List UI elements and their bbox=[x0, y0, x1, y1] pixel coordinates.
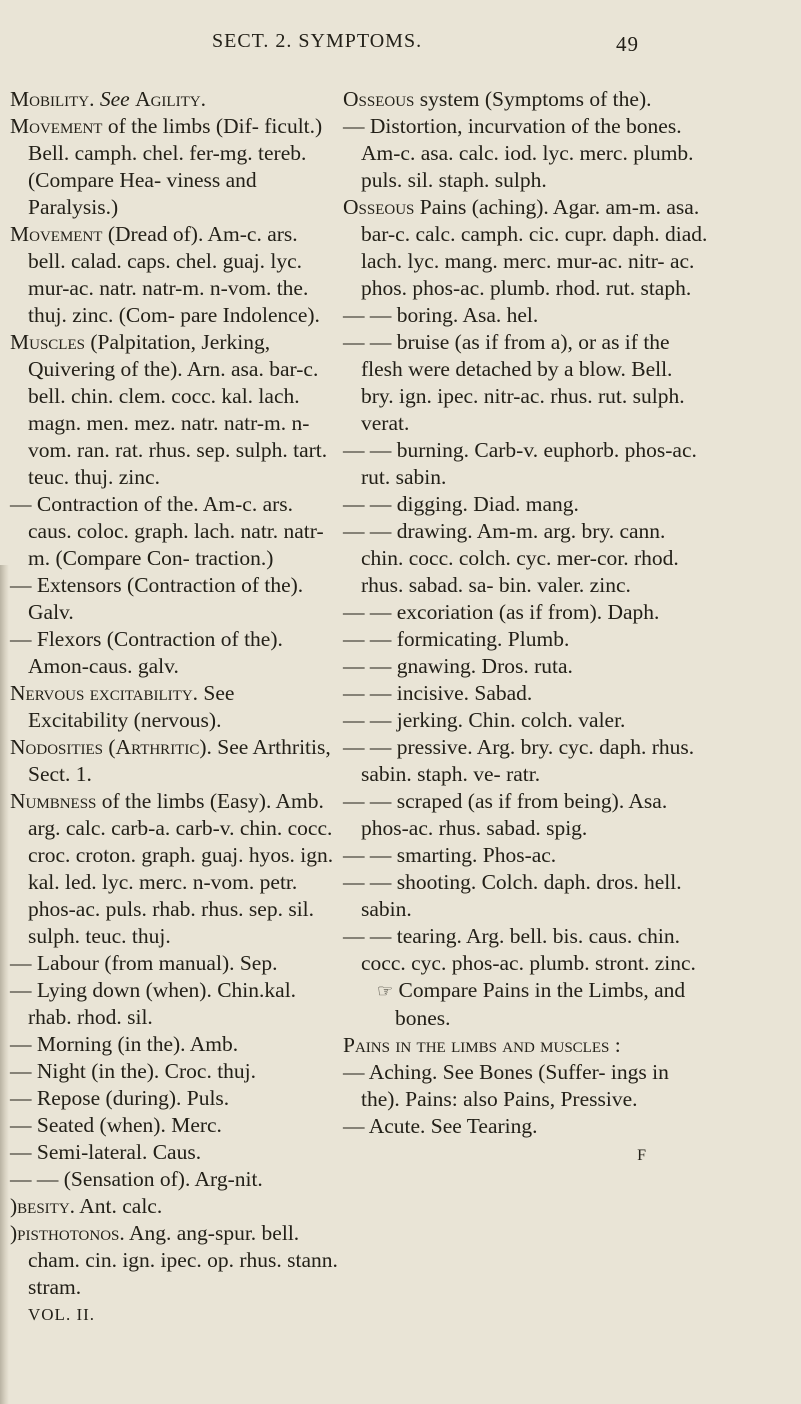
index-entry: Movement (Dread of). Am-c. ars. bell. calad. caps. chel. guaj. lyc. mur-ac. natr. natr-m. n-vom. the. thuj. zinc. (Com- pare Indolence). bbox=[10, 222, 320, 327]
pointing-hand-icon: ☞ bbox=[377, 981, 394, 1001]
signature-mark: F bbox=[637, 1147, 646, 1164]
left-column bbox=[10, 86, 338, 1328]
volume-footer: VOL. II. bbox=[28, 1305, 96, 1324]
index-subentry: — — tearing. Arg. bell. bis. caus. chin. cocc. cyc. phos-ac. plumb. stront. zinc. bbox=[343, 924, 696, 975]
index-subentry: — — boring. Asa. hel. bbox=[343, 303, 539, 327]
index-subentry: — Flexors (Contraction of the). Amon-caus. galv. bbox=[10, 627, 283, 678]
binding-edge-shadow bbox=[0, 565, 9, 1404]
index-subentry: — Night (in the). Croc. thuj. bbox=[10, 1059, 257, 1083]
index-subentry: — — excoriation (as if from). Daph. bbox=[343, 600, 660, 624]
index-subentry: — — digging. Diad. mang. bbox=[343, 492, 579, 516]
index-entry: Movement of the limbs (Dif- ficult.) Bell. camph. chel. fer-mg. tereb. (Compare Hea- viness and Paralysis.) bbox=[10, 114, 323, 219]
index-subentry: — — burning. Carb-v. euphorb. phos-ac. rut. sabin. bbox=[343, 438, 697, 489]
index-subentry: — Semi-lateral. Caus. bbox=[10, 1140, 202, 1164]
index-entry: Osseous system (Symptoms of the). bbox=[343, 87, 652, 111]
index-subentry: — — smarting. Phos-ac. bbox=[343, 843, 557, 867]
index-subentry: — Seated (when). Merc. bbox=[10, 1113, 222, 1137]
index-entry: Nervous excitability. See Excitability (nervous). bbox=[10, 681, 235, 732]
index-subentry: — Lying down (when). Chin.kal. rhab. rhod. sil. bbox=[10, 978, 297, 1029]
index-subentry: — — drawing. Am-m. arg. bry. cann. chin. cocc. colch. cyc. mer-cor. rhod. rhus. sabad. sa- bin. valer. zinc. bbox=[343, 519, 679, 597]
index-subentry: — Labour (from manual). Sep. bbox=[10, 951, 278, 975]
index-entry: )pisthotonos. Ang. ang-spur. bell. cham. cin. ign. ipec. op. rhus. stann. stram. bbox=[10, 1221, 338, 1299]
index-subentry: — — (Sensation of). Arg-nit. bbox=[10, 1167, 263, 1191]
index-subentry: — — incisive. Sabad. bbox=[343, 681, 533, 705]
index-entry: Osseous Pains (aching). Agar. am-m. asa. bar-c. calc. camph. cic. cupr. daph. diad. lach. lyc. mang. merc. mur-ac. nitr- ac. phos. phos-ac. plumb. rhod. rut. staph. bbox=[343, 195, 708, 300]
index-subentry: — — scraped (as if from being). Asa. phos-ac. rhus. sabad. spig. bbox=[343, 789, 668, 840]
index-entry: Muscles (Palpitation, Jerking, Quivering of the). Arn. asa. bar-c. bell. chin. clem. cocc. kal. lach. magn. men. mez. natr. natr-m. n-vom. ran. rat. rhus. sep. sulph. tart. teuc. thuj. zinc. bbox=[10, 330, 328, 489]
index-subentry: — — bruise (as if from a), or as if the flesh were detached by a blow. Bell. bry. ign. ipec. nitr-ac. rhus. rut. sulph. verat. bbox=[343, 330, 685, 435]
index-compare-note: ☞ Compare Pains in the Limbs, and bones. bbox=[377, 978, 686, 1030]
index-entry: Pains in the limbs and muscles : bbox=[343, 1033, 621, 1057]
index-subentry: — Distortion, incurvation of the bones. Am-c. asa. calc. iod. lyc. merc. plumb. puls. sil. staph. sulph. bbox=[343, 114, 694, 192]
index-entry: Nodosities (Arthritic). See Arthritis, Sect. 1. bbox=[10, 735, 331, 786]
index-subentry: — Acute. See Tearing. bbox=[343, 1114, 538, 1138]
index-subentry: — Aching. See Bones (Suffer- ings in the). Pains: also Pains, Pressive. bbox=[343, 1060, 669, 1111]
index-subentry: — Contraction of the. Am-c. ars. caus. coloc. graph. lach. natr. natr-m. (Compare Con- traction.) bbox=[10, 492, 324, 570]
index-subentry: — — gnawing. Dros. ruta. bbox=[343, 654, 573, 678]
page-number: 49 bbox=[616, 32, 639, 56]
index-entry: )besity. Ant. calc. bbox=[10, 1194, 163, 1218]
running-title: SECT. 2. SYMPTOMS. bbox=[212, 30, 423, 52]
index-entry: Mobility. See Agility. bbox=[10, 87, 206, 111]
index-subentry: — Repose (during). Puls. bbox=[10, 1086, 230, 1110]
index-subentry: — — jerking. Chin. colch. valer. bbox=[343, 708, 626, 732]
index-subentry: — — pressive. Arg. bry. cyc. daph. rhus. sabin. staph. ve- ratr. bbox=[343, 735, 695, 786]
index-subentry: — Extensors (Contraction of the). Galv. bbox=[10, 573, 304, 624]
right-column bbox=[343, 86, 708, 1169]
index-subentry: — Morning (in the). Amb. bbox=[10, 1032, 239, 1056]
index-subentry: — — shooting. Colch. daph. dros. hell. sabin. bbox=[343, 870, 682, 921]
index-entry: Numbness of the limbs (Easy). Amb. arg. calc. carb-a. carb-v. chin. cocc. croc. croton. graph. guaj. hyos. ign. kal. led. lyc. merc. n-vom. petr. phos-ac. puls. rhab. rhus. sep. sil. sulph. teuc. thuj. bbox=[10, 789, 334, 948]
index-subentry: — — formicating. Plumb. bbox=[343, 627, 570, 651]
